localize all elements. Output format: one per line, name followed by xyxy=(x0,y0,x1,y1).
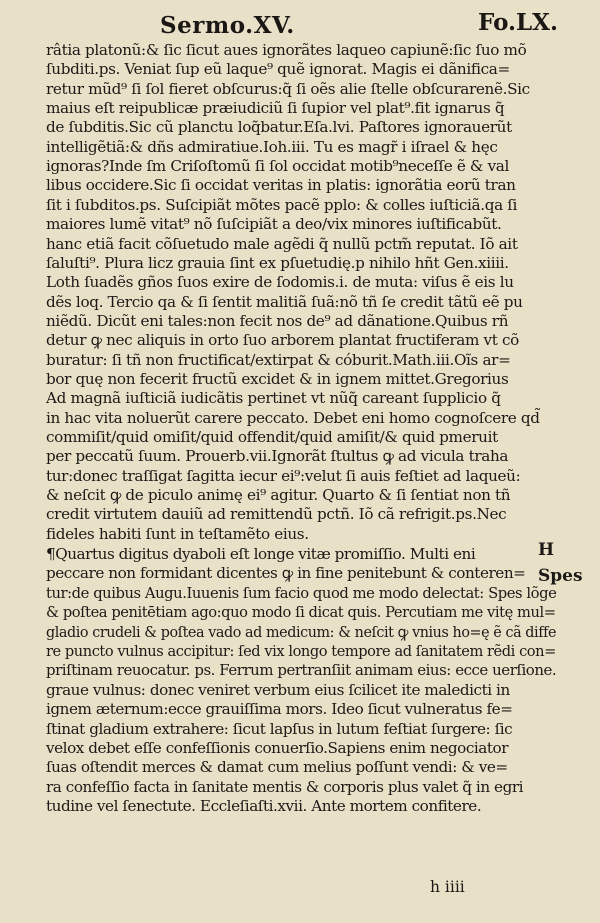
text-line: detur ꝙ nec aliquis in orto ſuo arborem plantat fructiferam vt cõ xyxy=(46,331,519,350)
text-line: dẽs loq. Tercio qa & ſi ſentit malitiã ſuã:nõ tñ ſe credit tãtũ eẽ pu xyxy=(46,292,523,311)
text-line: retur mũd⁹ ſi ſol fieret obſcurus:q̃ ſi oẽs alie ſtelle obſcurarenẽ.Sic xyxy=(46,79,530,98)
marginal-note-letter: H xyxy=(538,540,555,560)
text-line: maius eſt reipublicæ præiudiciũ ſi ſupior vel plat⁹.fit ignarus q̃ xyxy=(46,99,505,118)
text-line: velox debet eſſe confeſſionis conuerſio.Sapiens enim negociator xyxy=(46,739,509,757)
folio-number: Fo.LX. xyxy=(478,9,559,36)
text-line: ignem æternum:ecce grauiſſima mors. Ideo ſicut vulneratus fe= xyxy=(46,700,513,719)
text-line: credit virtutem dauiũ ad remittendũ pctñ. Iõ cã refrigit.ps.Nec xyxy=(46,505,507,524)
text-line: Loth ſuadẽs gños ſuos exire de ſodomis.i. de muta: viſus ẽ eis lu xyxy=(46,273,514,292)
text-line: in hac vita noluerũt carere peccato. Debet eni homo cognoſcere qd̃ xyxy=(46,408,540,427)
text-line: niẽdũ. Dicũt eni tales:non fecit nos de⁹ ad dãnatione.Quibus rñ xyxy=(46,311,509,330)
text-line: tudine vel ſenectute. Eccleſiaſti.xvii. Ante mortem confitere. xyxy=(46,797,482,816)
text-line: intelligẽtiã:& dñs admiratiue.Ioh.iii. Tu es magr̃ i iſrael & hęc xyxy=(46,137,498,156)
text-line: ſit i ſubditos.ps. Suſcipiãt mõtes pacẽ pplo: & colles iuſticiã.qa ſi xyxy=(46,195,518,214)
text-line: libus occidere.Sic ſi occidat veritas in platis: ignorãtia eorũ tran xyxy=(46,176,516,195)
text-line: maiores lumẽ vitat⁹ nõ ſuſcipiãt a deo/vix minores iuſtificabũt. xyxy=(46,215,502,234)
text-line: & poſtea penitētiam ago:quo modo ſi dicat quis. Percutiam me vitę mul= xyxy=(46,603,556,622)
text-line: ¶Quartus digitus dyaboli eſt longe vitæ promiſſio. Multi eni xyxy=(46,545,476,563)
text-line: graue vulnus: donec veniret verbum eius ſcilicet ite maledicti in xyxy=(46,680,510,699)
text-line: priſtinam reuocatur. ps. Ferrum pertranſiit animam eius: ecce uerſione. xyxy=(46,661,557,680)
text-line: ſuas oſtendit merces & damat cum melius poſſunt vendi: & ve= xyxy=(46,758,508,777)
text-line: commiſit/quid omiſit/quid offendit/quid amiſit/& quid pmeruit xyxy=(46,428,498,446)
text-line: ra confeſſio facta in ſanitate mentis & corporis plus valet q̃ in egri xyxy=(46,777,524,796)
text-line: re puncto vulnus accipitur: ſed vix longo tempore ad ſanitatem rẽdi con= xyxy=(46,642,556,660)
text-line: & neſcit ꝙ de piculo animę ei⁹ agitur. Quarto & ſi ſentiat non tñ xyxy=(46,486,511,505)
text-line: ignoras?Inde ſm Criſoſtomũ ſi ſol occidat motib⁹neceſſe ẽ & val xyxy=(46,157,510,176)
text-line: fideles habiti ſunt in teſtamẽto eius. xyxy=(46,524,309,543)
text-line: de ſubditis.Sic cũ planctu loq̃batur.Eſa.lvi. Paſtores ignorauerũt xyxy=(46,118,512,137)
text-line: hanc etiã facit cõſuetudo male agẽdi q̃ nullũ pctm̃ reputat. Iõ ait xyxy=(46,234,518,253)
text-line: per peccatũ ſuum. Prouerb.vii.Ignorãt ſtultus ꝙ ad vicula traha xyxy=(46,447,509,466)
text-line: ſubditi.ps. Veniat ſup eũ laque⁹ quẽ ignorat. Magis ei dãnifica= xyxy=(46,60,510,79)
marginal-note-spes: Spes xyxy=(538,566,583,586)
signature-mark: h iiii xyxy=(430,878,465,896)
sermon-title: Sermo.XV. xyxy=(160,12,295,39)
text-line: buratur: ſi tñ non fructificat/extirpat & cóburit.Math.iii.Oĩs ar= xyxy=(46,350,511,369)
text-line: gladio crudeli & poſtea vado ad medicum: & neſcit ꝙ vnius ho=ę ẽ cã diffe xyxy=(46,622,557,641)
text-line: ſtinat gladium extrahere: ſicut lapſus in lutum feſtiat ſurgere: ſic xyxy=(46,719,513,738)
text-line: peccare non formidant dicentes ꝙ in fine penitebunt & conteren= xyxy=(46,564,526,583)
text-line: bor quę non fecerit fructũ excidet & in ignem mittet.Gregorius xyxy=(46,369,509,388)
text-line: ſaluſti⁹. Plura licz grauia ſint ex pſuetudię.p nihilo hñt Gen.xiiii. xyxy=(46,253,509,272)
text-line: râtia platonũ:& ſic ſicut aues ignorãtes laqueo capiunẽ:ſic ſuo mõ xyxy=(46,41,527,59)
text-line: tur:donec traſſigat ſagitta iecur ei⁹:velut ſi auis feſtiet ad laqueũ: xyxy=(46,466,521,485)
text-line: tur:de quibus Augu.Iuuenis ſum facio quod me modo delectat: Spes lõge xyxy=(46,583,557,602)
text-line: Ad magnã iuſticiã iudicãtis pertinet vt nũq̃ careant ſupplicio q̃ xyxy=(46,389,501,408)
